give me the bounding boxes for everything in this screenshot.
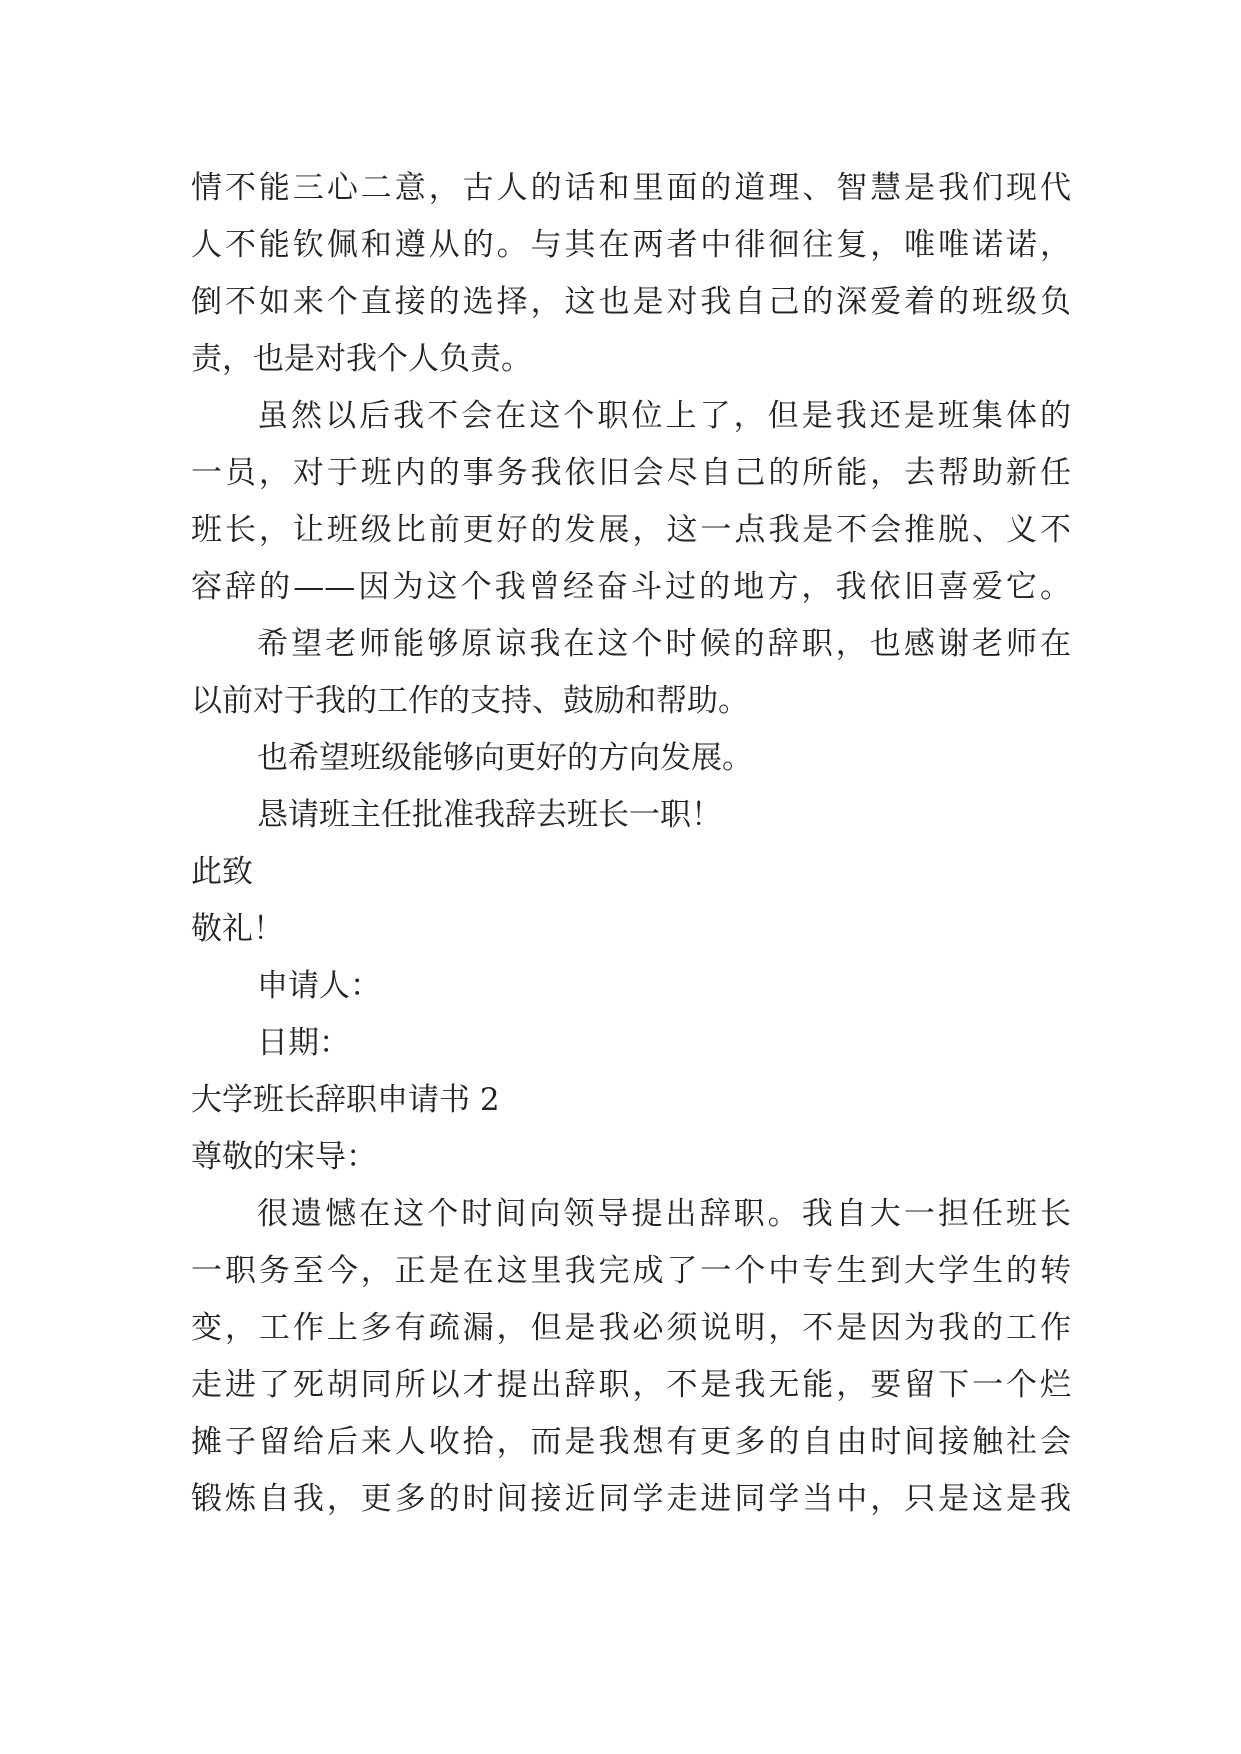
text-line: 走进了死胡同所以才提出辞职，不是我无能，要留下一个烂 bbox=[191, 1367, 1071, 1403]
text-line: 班长，让班级比前更好的发展，这一点我是不会推脱、义不 bbox=[191, 512, 1071, 548]
paragraph-line: 恳请班主任批准我辞去班长一职！ bbox=[257, 797, 722, 833]
text-line: 倒不如来个直接的选择，这也是对我自己的深爱着的班级负 bbox=[191, 284, 1071, 320]
section-title: 大学班长辞职申请书 2 bbox=[191, 1082, 500, 1118]
text-line: 一职务至今，正是在这里我完成了一个中专生到大学生的转 bbox=[191, 1253, 1071, 1289]
paragraph-start-line: 虽然以后我不会在这个职位上了，但是我还是班集体的 bbox=[257, 398, 1071, 434]
text-line: 情不能三心二意，古人的话和里面的道理、智慧是我们现代 bbox=[191, 170, 1071, 206]
text-line: 锻炼自我，更多的时间接近同学走进同学当中，只是这是我 bbox=[191, 1481, 1071, 1517]
date-label: 日期： bbox=[257, 1025, 350, 1061]
paragraph-start-line: 希望老师能够原谅我在这个时候的辞职，也感谢老师在 bbox=[257, 626, 1071, 662]
text-line: 人不能钦佩和遵从的。与其在两者中徘徊往复，唯唯诺诺， bbox=[191, 227, 1071, 263]
paragraph-start-line: 很遗憾在这个时间向领导提出辞职。我自大一担任班长 bbox=[257, 1196, 1071, 1232]
text-line: 一员，对于班内的事务我依旧会尽自己的所能，去帮助新任 bbox=[191, 455, 1071, 491]
paragraph-line: 也希望班级能够向更好的方向发展。 bbox=[257, 740, 753, 776]
text-line: 摊子留给后来人收拾，而是我想有更多的自由时间接触社会 bbox=[191, 1424, 1071, 1460]
text-line: 变，工作上多有疏漏，但是我必须说明，不是因为我的工作 bbox=[191, 1310, 1071, 1346]
text-line: 责，也是对我个人负责。 bbox=[191, 341, 532, 377]
text-line: 容辞的——因为这个我曾经奋斗过的地方，我依旧喜爱它。 bbox=[191, 569, 1071, 605]
closing-salutation: 此致 bbox=[191, 854, 253, 890]
text-line: 以前对于我的工作的支持、鼓励和帮助。 bbox=[191, 683, 749, 719]
applicant-label: 申请人： bbox=[257, 968, 381, 1004]
greeting-line: 尊敬的宋导： bbox=[191, 1139, 377, 1175]
closing-salutation: 敬礼！ bbox=[191, 911, 284, 947]
document-body bbox=[191, 160, 1071, 1528]
